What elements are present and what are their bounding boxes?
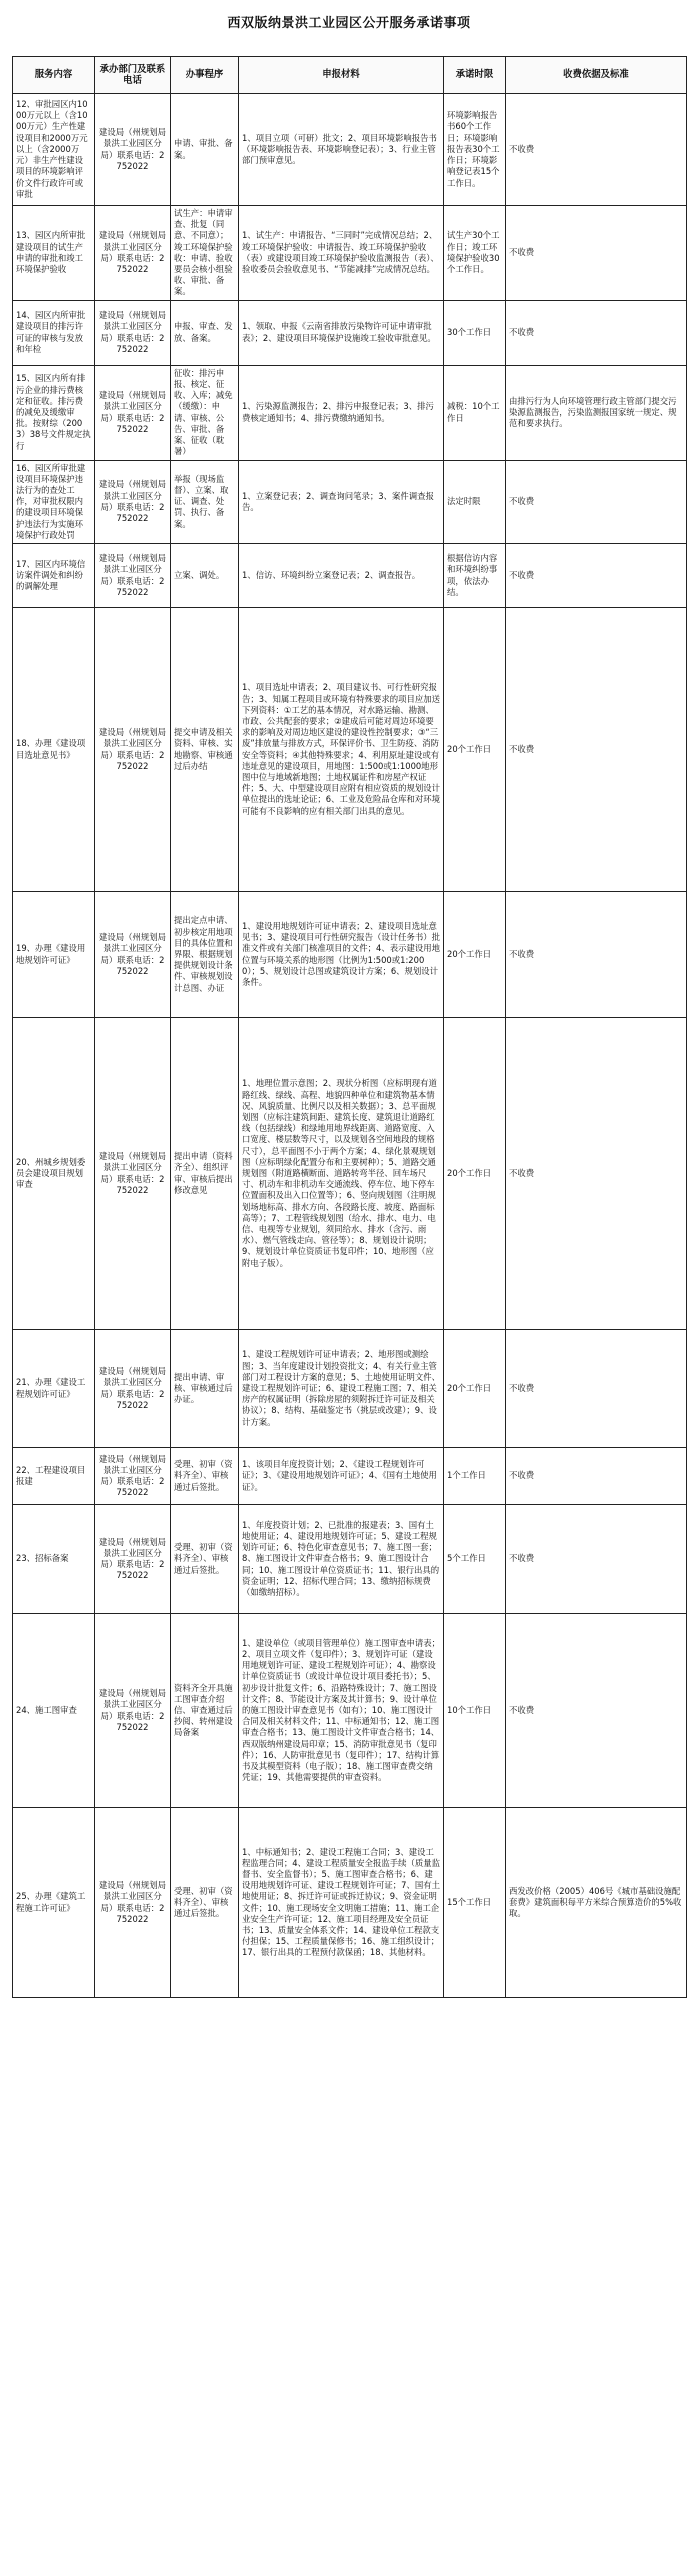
table-row — [13, 1018, 687, 1330]
department-cell: 建设局（州规划局景洪工业园区分局）联系电话：2752022 — [95, 1018, 171, 1330]
department-cell: 建设局（州规划局景洪工业园区分局）联系电话：2752022 — [95, 1614, 171, 1808]
procedure-cell: 申请、审批、备案。 — [171, 94, 239, 206]
time-limit-cell: 法定时限 — [444, 460, 506, 543]
table-row — [13, 1505, 687, 1614]
time-limit-cell: 10个工作日 — [444, 1614, 506, 1808]
procedure-cell: 受理、初审（资料齐全）、审核通过后签批。 — [171, 1448, 239, 1505]
table-header-row — [13, 57, 687, 94]
fee-basis-cell: 不收费 — [506, 300, 687, 365]
fee-basis-cell: 不收费 — [506, 1505, 687, 1614]
time-limit-cell: 1个工作日 — [444, 1448, 506, 1505]
header-materials: 申报材料 — [239, 57, 444, 94]
time-limit-cell: 30个工作日 — [444, 300, 506, 365]
service-name-cell: 22、工程建设项目报建 — [13, 1448, 95, 1505]
procedure-cell: 资料齐全开具施工图审查介绍信、审查通过后抄阅、转州建设局备案 — [171, 1614, 239, 1808]
time-limit-cell: 15个工作日 — [444, 1808, 506, 1998]
service-name-cell: 21、办理《建设工程规划许可证》 — [13, 1330, 95, 1448]
procedure-cell: 试生产：申请审查、批复（同意、不同意）；竣工环境保护验收：申请、验收要员会核小组验收、审批、备案。 — [171, 206, 239, 301]
service-name-cell: 23、招标备案 — [13, 1505, 95, 1614]
procedure-cell: 提交申请及相关资料、审核、实地勘察、审核通过后办结 — [171, 608, 239, 892]
table-row — [13, 544, 687, 608]
time-limit-cell: 20个工作日 — [444, 1018, 506, 1330]
table-row — [13, 1448, 687, 1505]
procedure-cell: 提出定点申请、初步核定用地项目的具体位置和界限、根据规划提供规划设计条件、审核规划设计总图、办证 — [171, 892, 239, 1018]
procedure-cell: 举报（现场监督）、立案、取证、调查、处罚、执行、备案。 — [171, 460, 239, 543]
materials-cell: 1、年度投资计划；2、已批准的报建表；3、国有土地使用证；4、建设用地规划许可证；5、建设工程规划许可证；6、特色化审查意见书；7、施工图一套；8、施工图设计文件审查合格书；9、施工图设计合同；10、施工图设计单位资质证书；11、银行出具的资金证明；12、招标代理合同；13、缴纳招标规费（如缴纳招标）。 — [239, 1505, 444, 1614]
table-row — [13, 1808, 687, 1998]
service-name-cell: 16、园区所审批建设项目环境保护违法行为的查处工作，对审批权限内的建设项目环境保护违法行为实施环境保护行政处罚 — [13, 460, 95, 543]
header-fee-basis: 收费依据及标准 — [506, 57, 687, 94]
service-name-cell: 20、州城乡规划委员会建设项目规划审查 — [13, 1018, 95, 1330]
fee-basis-cell: 不收费 — [506, 892, 687, 1018]
materials-cell: 1、建设单位（或项目管理单位）施工图审查申请表；2、项目立项文件（复印件）；3、规划许可证（建设用地规划许可证、建设工程规划许可证）；4、勘察设计单位资质证书（或设计单位设计项目委托书）；5、初步设计批复文件；6、沿路特殊设计；7、施工图设计文件；8、节能设计方案及其计算书；9、设计单位的施工图设计审查意见书（如有）；10、施工图设计合同及相关材料文件；11、中标通知书；12、施工图审查合格书；13、施工图设计文件审查合格书；14、西双版纳州建设局印章；15、消防审批意见书（复印件）；16、人防审批意见书（复印件）；17、结构计算书及其模型资料（电子版）；18、施工图审查费交纳凭证；19、其他需要提供的审查资料。 — [239, 1614, 444, 1808]
fee-basis-cell: 西发改价格（2005）406号《城市基础设施配套费》建筑面积每平方米综合预算造价的5%收取。 — [506, 1808, 687, 1998]
table-row — [13, 460, 687, 543]
department-cell: 建设局（州规划局景洪工业园区分局）联系电话：2752022 — [95, 206, 171, 301]
fee-basis-cell: 不收费 — [506, 1448, 687, 1505]
department-cell: 建设局（州规划局景洪工业园区分局）联系电话：2752022 — [95, 460, 171, 543]
fee-basis-cell: 不收费 — [506, 544, 687, 608]
fee-basis-cell: 不收费 — [506, 460, 687, 543]
materials-cell: 1、地理位置示意图；2、现状分析图（应标明现有道路红线、绿线、高程、地貌四种单位和建筑物基本情况、风貌质量、比例尺以及相关数据）；3、总平面规划图（应标注建筑间距、建筑长度、建筑退让道路红线（包括绿线）和绿地用地界线距离、道路宽度、入口宽度、楼层数等尺寸，以及规划各空间地段的规格尺寸），总平面图不小于两个方案；4、绿化景观规划图（应标明绿化配置分布和主要树种）；5、道路交通规划图（附道路横断面、道路转弯半径、回车场尺寸、机动车和非机动车交通流线、停车位、地下停车位置面积及出入口位置等）；6、竖向规划图（注明规划场地标高、排水方向、各段路长度、坡度、路面标高等）；7、工程管线规划图（给水、排水、电力、电信、电视等专业规划，须同给水、排水（含污、雨水）、燃气管线走向、管径等）；8、规划设计说明；9、规划设计单位资质证书复印件；10、地形图（应附电子版）。 — [239, 1018, 444, 1330]
materials-cell: 1、项目选址申请表；2、项目建议书、可行性研究报告；3、知属工程项目或环境有特殊要求的项目应加送下列资料：①工艺的基本情况，对水路运输、勘测、市政、公共配套的要求；②建成后可能对周边环境要求的影响及对周边地区建设的建设性控制要求；③“三废”排放量与排放方式，环保评价书、卫生防疫、消防安全等资料；④其他特殊要求；4、利用原址建设或有违址意见的建设项目，用地图：1:500或1:1000地形图中位与地域新地图；土地权属证件和房屋产权证件；5、大、中型建设项目应附有相应资质的规划设计单位提出的选址论证；6、工业及危险品仓库和对环境可能有不良影响的应有相关部门出具的意见。 — [239, 608, 444, 892]
service-commitment-table — [12, 56, 687, 1998]
table-row — [13, 1614, 687, 1808]
materials-cell: 1、污染源监测报告；2、排污申报登记表；3、排污费核定通知书；4、排污费缴纳通知书。 — [239, 365, 444, 460]
procedure-cell: 受理、初审（资料齐全）、审核通过后签批。 — [171, 1505, 239, 1614]
department-cell: 建设局（州规划局景洪工业园区分局）联系电话：2752022 — [95, 1448, 171, 1505]
time-limit-cell: 20个工作日 — [444, 892, 506, 1018]
header-time-limit: 承诺时限 — [444, 57, 506, 94]
materials-cell: 1、信访、环境纠纷立案登记表；2、调查报告。 — [239, 544, 444, 608]
time-limit-cell: 20个工作日 — [444, 1330, 506, 1448]
department-cell: 建设局（州规划局景洪工业园区分局）联系电话：2752022 — [95, 608, 171, 892]
fee-basis-cell: 不收费 — [506, 1018, 687, 1330]
service-name-cell: 19、办理《建设用地规划许可证》 — [13, 892, 95, 1018]
materials-cell: 1、中标通知书；2、建设工程施工合同；3、建设工程监理合同；4、建设工程质量安全报监手续（质量监督书、安全监督书）；5、施工图审查合格书；6、建设用地规划许可证、建设工程规划许可证；7、国有土地使用证；8、拆迁许可证或拆迁协议；9、资金证明文件；10、施工现场安全文明施工措施；11、施工企业安全生产许可证；12、施工项目经理及安全员证书；13、质量安全体系文件；14、建设单位工程款支付担保；15、工程质量保修书；16、施工组织设计；17、银行出具的工程预付款保函；18、其他材料。 — [239, 1808, 444, 1998]
materials-cell: 1、试生产：申请报告、“三同时”完成情况总结；2、竣工环境保护验收：申请报告、竣工环境保护验收（表）或建设项目竣工环境保护验收监测报告（表）、验收委员会验收意见书、“节能减排”完成情况总结。 — [239, 206, 444, 301]
time-limit-cell: 试生产30个工作日；竣工环境保护验收30个工作日。 — [444, 206, 506, 301]
time-limit-cell: 减税：10个工作日 — [444, 365, 506, 460]
time-limit-cell: 5个工作日 — [444, 1505, 506, 1614]
department-cell: 建设局（州规划局景洪工业园区分局）联系电话：2752022 — [95, 1808, 171, 1998]
time-limit-cell: 根据信访内容和环境纠纷事项，依法办结。 — [444, 544, 506, 608]
department-cell: 建设局（州规划局景洪工业园区分局）联系电话：2752022 — [95, 365, 171, 460]
procedure-cell: 受理、初审（资料齐全）、审核通过后签批。 — [171, 1808, 239, 1998]
header-service-content: 服务内容 — [13, 57, 95, 94]
materials-cell: 1、领取、申报《云南省排放污染物许可证申请审批表》；2、建设项目环境保护设施竣工验收审批意见。 — [239, 300, 444, 365]
materials-cell: 1、建设工程规划许可证申请表；2、地形图或测绘图；3、当年度建设计划投资批文；4、有关行业主管部门对工程设计方案的意见；5、土地使用证明文件、建设工程规划许可证；6、建设工程施工图；7、相关房产的权属证明（拆除房屋的须附拆迁许可证及相关协议）；8、结构、基础鉴定书（挑层或改建）；9、设计方案。 — [239, 1330, 444, 1448]
department-cell: 建设局（州规划局景洪工业园区分局）联系电话：2752022 — [95, 94, 171, 206]
table-row — [13, 892, 687, 1018]
materials-cell: 1、项目立项（可研）批文；2、项目环境影响报告书（环境影响报告表、环境影响登记表）；3、行业主管部门预审意见。 — [239, 94, 444, 206]
page-title: 西双版纳景洪工业园区公开服务承诺事项 — [227, 16, 471, 31]
department-cell: 建设局（州规划局景洪工业园区分局）联系电话：2752022 — [95, 300, 171, 365]
time-limit-cell: 20个工作日 — [444, 608, 506, 892]
procedure-cell: 征收：排污申报、核定、征收、入库；减免（缓缴）：申请、审核、公告、审批、备案、征收（耽暑） — [171, 365, 239, 460]
fee-basis-cell: 不收费 — [506, 94, 687, 206]
materials-cell: 1、立案登记表；2、调查询问笔录；3、案件调查报告。 — [239, 460, 444, 543]
department-cell: 建设局（州规划局景洪工业园区分局）联系电话：2752022 — [95, 544, 171, 608]
table-row — [13, 365, 687, 460]
service-name-cell: 18、办理《建设项目选址意见书》 — [13, 608, 95, 892]
procedure-cell: 提出申请（资料齐全）、组织评审、审核后提出修改意见 — [171, 1018, 239, 1330]
procedure-cell: 提出申请、审核、审核通过后办证。 — [171, 1330, 239, 1448]
procedure-cell: 立案、调处。 — [171, 544, 239, 608]
time-limit-cell: 环境影响报告书60个工作日；环境影响报告表30个工作日；环境影响登记表15个工作日。 — [444, 94, 506, 206]
fee-basis-cell: 由排污行为人向环境管理行政主管部门提交污染源监测报告，污染监测报国家统一规定、规范和要求执行。 — [506, 365, 687, 460]
service-name-cell: 14、园区内所审批建设项目的排污许可证的审核与发放和年检 — [13, 300, 95, 365]
header-department: 承办部门及联系电话 — [95, 57, 171, 94]
fee-basis-cell: 不收费 — [506, 608, 687, 892]
table-row — [13, 608, 687, 892]
procedure-cell: 申报、审查、发放、备案。 — [171, 300, 239, 365]
materials-cell: 1、该项目年度投资计划；2、《建设工程规划许可证》；3、《建设用地规划许可证》；4、《国有土地使用证》。 — [239, 1448, 444, 1505]
fee-basis-cell: 不收费 — [506, 206, 687, 301]
service-name-cell: 17、园区内环境信访案件调处和纠纷的调解处理 — [13, 544, 95, 608]
table-row — [13, 1330, 687, 1448]
service-name-cell: 12、审批园区内1000万元以上（含1000万元）生产性建设项目和2000万元以上（含2000万元）非生产性建设项目的环境影响评价文件行政许可或审批 — [13, 94, 95, 206]
service-name-cell: 13、园区内所审批建设项目的试生产申请的审批和竣工环境保护验收 — [13, 206, 95, 301]
fee-basis-cell: 不收费 — [506, 1614, 687, 1808]
table-row — [13, 206, 687, 301]
department-cell: 建设局（州规划局景洪工业园区分局）联系电话：2752022 — [95, 1505, 171, 1614]
table-row — [13, 300, 687, 365]
service-name-cell: 15、园区内所有排污企业的排污费核定和征收。排污费的减免及缓缴审批。按财综（2003）38号文件规定执行 — [13, 365, 95, 460]
fee-basis-cell: 不收费 — [506, 1330, 687, 1448]
table-row — [13, 94, 687, 206]
header-procedure: 办事程序 — [171, 57, 239, 94]
service-name-cell: 25、办理《建筑工程施工许可证》 — [13, 1808, 95, 1998]
department-cell: 建设局（州规划局景洪工业园区分局）联系电话：2752022 — [95, 1330, 171, 1448]
service-name-cell: 24、施工图审查 — [13, 1614, 95, 1808]
materials-cell: 1、建设用地规划许可证申请表；2、建设项目选址意见书；3、建设项目可行性研究报告（设计任务书）批准文件或有关部门核准项目的文件；4、表示建设用地位置与环境关系的地形图（比例为1:500或1:2000）；5、规划设计总图或建筑设计方案；6、规划设计条件。 — [239, 892, 444, 1018]
department-cell: 建设局（州规划局景洪工业园区分局）联系电话：2752022 — [95, 892, 171, 1018]
